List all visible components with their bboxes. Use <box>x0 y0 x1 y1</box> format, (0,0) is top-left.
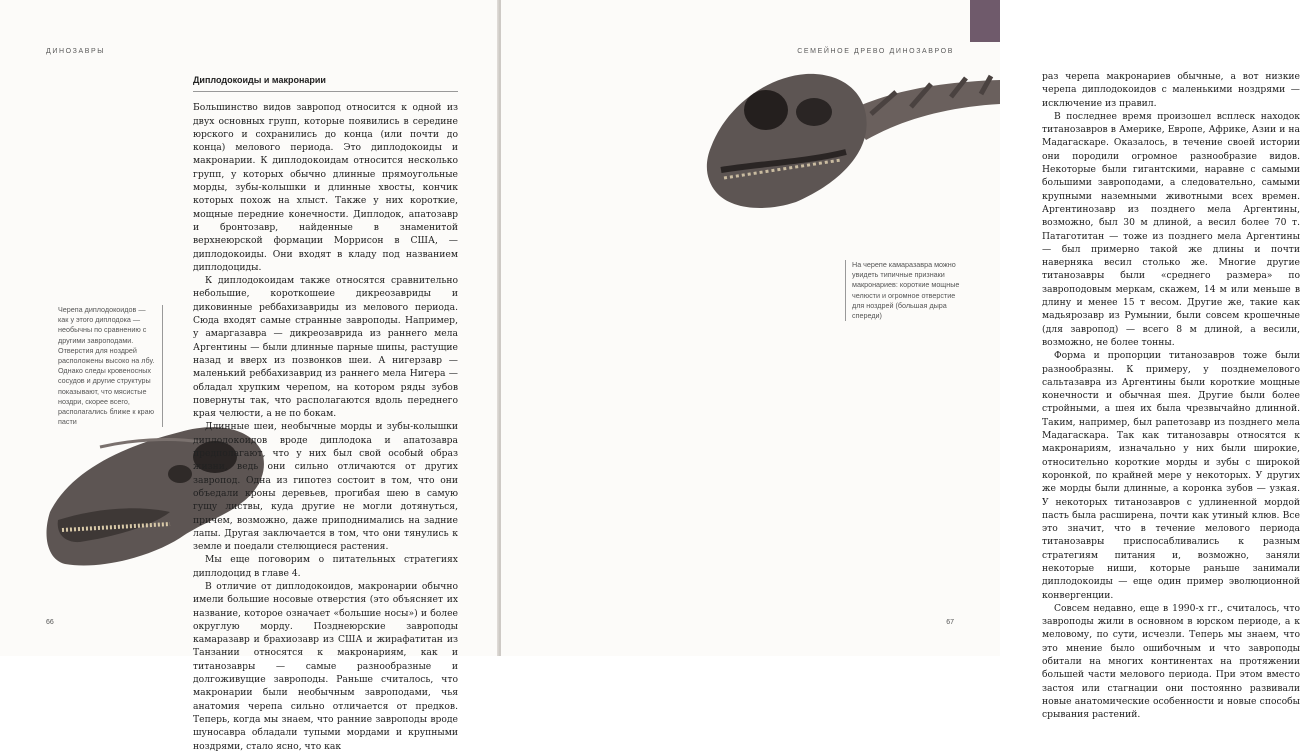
page-number-left: 66 <box>46 619 54 626</box>
paragraph: раз черепа макронариев обычные, а вот низкие черепа диплодокоидов с маленькими ноздрями — исключение из правил. <box>1042 71 1300 109</box>
running-head-right: СЕМЕЙНОЕ ДРЕВО ДИНОЗАВРОВ <box>797 48 954 55</box>
paragraph: В отличие от диплодокоидов, макронарии обычно имели большие носовые отверстия (это объясняет их название, которое означает «большие носы») и более округлую морду. Позднеюрские завроподы камаразавр и брахиозавр из США и жирафатитан из Танзании относятся к макронариям, как и титанозавры — самые разнообразные и долгоживущие завроподы. Раньше считалось, что макронарии были необычным завроподами, чья анатомия черепа сильно отличается от предков. Теперь, когда мы знаем, что ранние завроподы вроде шуносавра обладали тупыми мордами и крупными ноздрями, стало ясно, что как <box>193 580 458 752</box>
paragraph: Совсем недавно, еще в 1990-х гг., считалось, что завроподы жили в основном в юрском периоде, а к меловому, по сути, исчезли. Теперь мы знаем, что это мнение было ошибочным и что завроподы обитали на многих континентах на протяжении большей части мелового периода. При этом вместо застоя или стагнации они постоянно развивали новые анатомические особенности и новые способы срывания растений. <box>1042 602 1300 721</box>
paragraph: К диплодокоидам также относятся сравнительно небольшие, короткошеие дикреозавриды и диковинные реббахизавриды из мелового периода. Сюда входят самые странные завроподы. Например, у амаргазавра — дикреозаврида из раннего мела Аргентины — были длинные парные шипы, растущие назад и вверх из позвонков шеи. А нигерзавр — маленький реббахизаврид из раннего мела Нигера — обладал хрупким черепом, на котором ряды зубов повернуты так, что располагаются вдоль переднего края челюсти, а не по бокам. <box>193 275 458 420</box>
right-column <box>1042 70 1300 722</box>
camarasaurus-skull-image <box>696 52 1000 227</box>
caption-camarasaurus: На черепе камаразавра можно увидеть типичные признаки макронариев: короткие мощные челюсти и огромное отверстие для ноздрей (большая дыра спереди) <box>845 260 964 321</box>
paragraph: Большинство видов завропод относится к одной из двух основных групп, которые появились в середине юрского и сохранились до конца (или почти до конца) мелового периода. Это диплодокоиды и макронарии. К диплодокоидам относится несколько групп, у которых обычно длинные прямоугольные морды, зубы-колышки и длинные хвосты, кончик которых похож на хлыст. Также у них короткие, мощные передние конечности. Диплодок, апатозавр и бронтозавр, найденные в знаменитой верхнеюрской формации Моррисон в США, — диплодокоиды. Они входят в кладу под названием диплодоциды. <box>193 102 458 273</box>
caption-diplodocus: Черепа диплодокоидов — как у этого диплодока — необычны по сравнению с другими завроподами. Отверстия для ноздрей расположены высоко на лбу. Однако следы кровеносных сосудов и другие структуры показывают, что мясистые ноздри, скорее всего, располагались ближе к краю пасти <box>58 305 163 427</box>
left-page <box>0 0 499 752</box>
section-heading: Диплодокоиды и макронарии <box>193 74 458 92</box>
running-head-left: ДИНОЗАВРЫ <box>46 48 106 55</box>
paragraph: Длинные шеи, необычные морды и зубы-колышки диплодокоидов вроде диплодока и апатозавра предполагают, что у них был свой особый образ жизни, ведь они сильно отличаются от других завропод. Одна из гипотез состоит в том, что они объедали кроны деревьев, прогибая шею в самую гущу листвы, куда другие не могли дотянуться, причем, возможно, даже приподнимались на задние лапы. Другая заключается в том, что они тянулись к земле и поедали стелющиеся растения. <box>193 421 458 553</box>
left-column <box>193 74 458 753</box>
paragraph: Мы еще поговорим о питательных стратегиях диплодоцид в главе 4. <box>193 554 458 579</box>
paragraph: Форма и пропорции титанозавров тоже были разнообразны. К примеру, у позднемелового сальтазавра из Аргентины были короткие мощные конечности и обычная шея. Другие были более стройными, а шея их была чрезвычайно длинной. Таким, например, был рапетозавр из позднего мела Мадагаскара. Так как титанозавры относятся к макронариям, изначально у них были широкие, относительно короткие морды и зубы с широкой коронкой, по крайней мере у некоторых. У других же морды были длинные, а коронка зубов — узкая. У некоторых титанозавров с удлиненной мордой пасть была расширена, почти как утиный клюв. Все это значит, что в течение мелового периода титанозавры приспосабливались к разным стратегиям питания и, возможно, заняли некоторые ниши, которые раньше занимали диплодокоиды — еще один пример эволюционной конвергенции. <box>1042 350 1300 601</box>
page-number-right: 67 <box>946 619 954 626</box>
chapter-tab <box>970 0 1000 42</box>
paragraph: В последнее время произошел всплеск находок титанозавров в Америке, Европе, Африке, Азии и на Мадагаскаре. Оказалось, в течение своей истории они породили огромное разнообразие видов. Некоторые были гигантскими, наравне с самыми большими завроподами, а следовательно, самыми крупными наземными животными всех времен. Аргентинозавр из позднего мела Аргентины, возможно, был 30 м длиной, а весил более 70 т. Патаготитан — тоже из позднего мела Аргентины — был примерно такой же длины и почти наверняка весил столько же. Многие другие титанозавры были «среднего размера» по завроподовым меркам, скажем, 14 м или меньше в длину и менее 15 т весом. Другие же, такие как мадьярозавр из Румынии, были совсем крошечные (для завропод) — всего 8 м длиной, а весили, возможно, не более тонны. <box>1042 110 1300 348</box>
